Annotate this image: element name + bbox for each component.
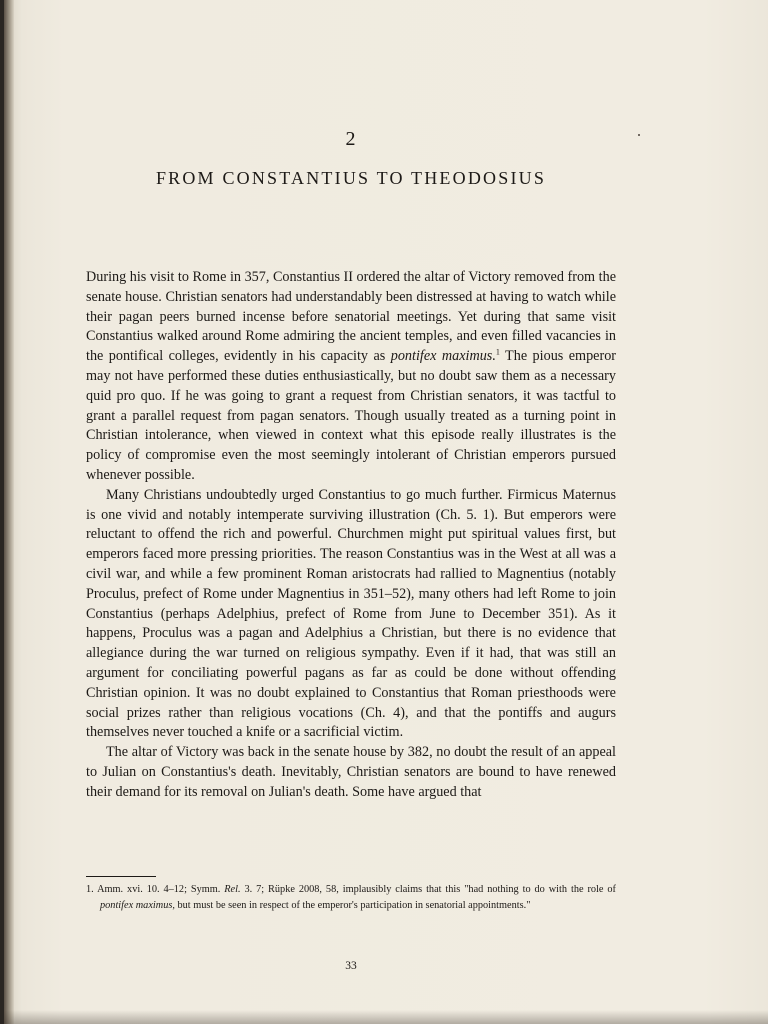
footnote-marker: 1. xyxy=(86,884,94,895)
footnote-italic-2: pontifex maximus, xyxy=(100,900,175,911)
body-text xyxy=(86,268,616,803)
footnote-text-mid: 3. 7; Rüpke 2008, 58, implausibly claims that this "had nothing to do with the role of xyxy=(240,884,616,895)
footnote-ref: 1 xyxy=(495,347,500,357)
footnote xyxy=(86,882,616,914)
paragraph-3: The altar of Victory was back in the senate house by 382, no doubt the result of an appeal to Julian on Constantius's death. Inevitably, Christian senators are bound to have renewed their demand for its removal on Julian's death. Some have argued that xyxy=(86,744,616,800)
paragraph-1 xyxy=(86,268,616,486)
chapter-title: FROM CONSTANTIUS TO THEODOSIUS xyxy=(155,168,547,188)
paragraph-2: Many Christians undoubtedly urged Constantius to go much further. Firmicus Maternus is one vivid and notably intemperate surviving illustration (Ch. 5. 1). But emperors were reluctant to offend the rich and powerful. Churchmen might put spiritual values first, but emperors faced more pressing priorities. The reason Constantius was in the West at all was a civil war, and while a few prominent Roman aristocrats had rallied to Magnentius (notably Proculus, prefect of Rome under Magnentius in 351–52), many others had left Rome to join Constantius (perhaps Adelphius, prefect of Rome from June to December 351). As it happens, Proculus was a pagan and Adelphius a Christian, but there is no evidence that allegiance during the war turned on religious sympathy. Even if it had, that was still an argument for conciliating powerful pagans as far as could be done without offending Christian opinion. It was no doubt explained to Constantius that Roman priesthoods were social prizes rather than religious vocations (Ch. 4), and that the pontiffs and augurs themselves never touched a knife or a sacrificial victim. xyxy=(86,486,616,741)
chapter-number: 2 xyxy=(345,128,357,150)
paragraph-1-text-cont: The pious emperor may not have performed these duties enthusiastically, but no doubt saw them as a necessary quid pro quo. If he was going to grant a request from Christian senators, it was tactful to grant a parallel request from pagan senators. Though usually treated as a turning point in Christian intolerance, when viewed in context what this episode really illustrates is the policy of compromise even the most seemingly intolerant of Christian emperors pursued whenever possible. xyxy=(86,348,617,483)
footnote-italic-1: Rel. xyxy=(224,884,241,895)
paragraph-1-italic: pontifex maximus. xyxy=(390,348,496,365)
paper-speck xyxy=(638,134,640,136)
book-spine-shadow xyxy=(4,0,14,1024)
book-page xyxy=(4,0,768,1024)
footnote-text: Amm. xvi. 10. 4–12; Symm. xyxy=(97,884,225,895)
page-bottom-shadow xyxy=(4,1010,768,1024)
footnote-text-end: but must be seen in respect of the emperor's participation in senatorial appointments." xyxy=(174,900,531,911)
footnote-rule xyxy=(86,876,156,877)
paragraph-1-text: During his visit to Rome in 357, Constantius II ordered the altar of Victory removed from the senate house. Christian senators had understandably been distressed at having to watch while their pagan peers burned incense before senatorial meetings. Yet during that same visit Constantius walked around Rome admiring the ancient temples, and even filled vacancies in the pontifical colleges, evidently in his capacity as xyxy=(86,269,616,365)
page-number: 33 xyxy=(345,960,357,972)
